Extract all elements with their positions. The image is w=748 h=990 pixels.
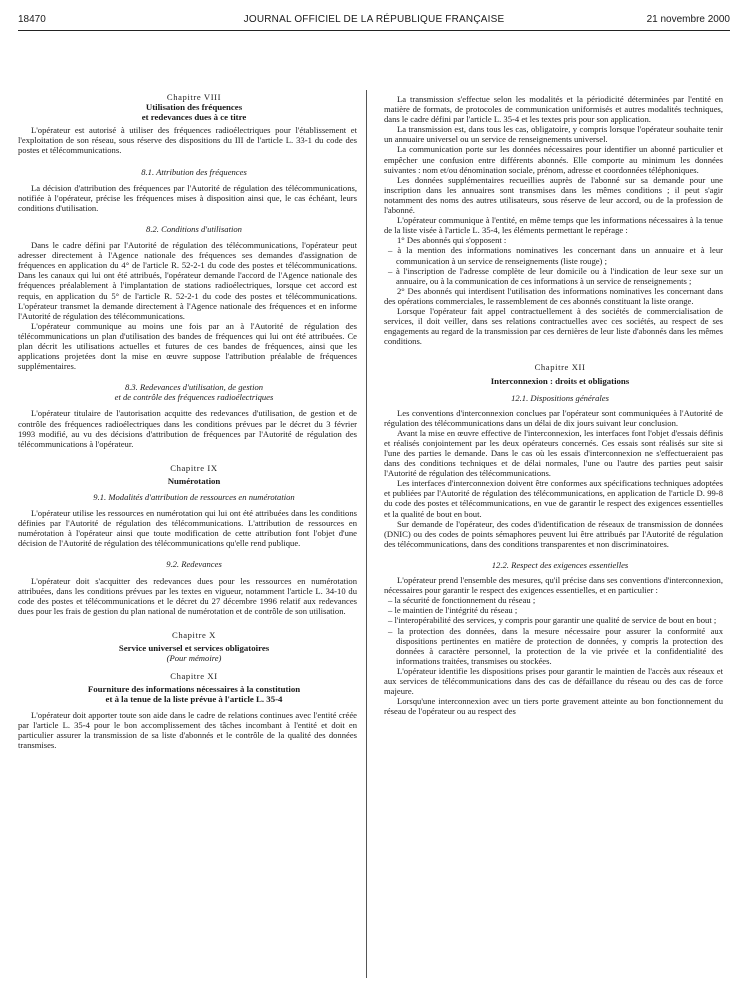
paragraph: La transmission s'effectue selon les modalités et la périodicité déterminées par l'entité en matière de formats, de protocoles de communication uniformisés et autres modalités techniques, dans le cadre défini par l'article L. 35-4 et les textes pris pour son application. (384, 94, 723, 125)
paragraph: Lorsqu'une interconnexion avec un tiers porte gravement atteinte au bon fonctionnement du réseau de l'opérateur ou au respect des (384, 696, 723, 717)
paragraph: Les interfaces d'interconnexion doivent être conformes aux spécifications techniques adoptées et publiées par l'Autorité de régulation des télécommunications, en application de l'article D. 99-8 du code des postes et télécommunications, en vue de garantir le respect des exigences essentielles et la qualité de bout en bout. (384, 478, 723, 519)
section-title: 12.1. Dispositions générales (511, 392, 609, 403)
paragraph: Lorsque l'opérateur fait appel contractuellement à des sociétés de commercialisation de services, il doit veiller, dans ses relations contractuelles avec ces sociétés, au respect de ses engagements au regard de la transmission par ces dernières de leur liste d'abonnés dans les mêmes conditions. (384, 305, 723, 347)
list-item: – le maintien de l'intégrité du réseau ; (388, 605, 518, 616)
section-title: 8.2. Conditions d'utilisation (146, 223, 242, 234)
chapter-title: Service universel et services obligatoires (118, 643, 270, 654)
paragraph: L'opérateur identifie les dispositions prises pour garantir le maintien de l'accès aux réseaux et aux services de télécommunications dans des cas de défaillance du réseau ou des cas de force majeure. (384, 665, 723, 697)
paragraph: 1° Des abonnés qui s'opposent : (397, 235, 507, 246)
section-title: 9.2. Redevances (166, 559, 222, 570)
paragraph: L'opérateur doit s'acquitter des redevances dues pour les ressources en numérotation attribuées, dans les conditions prévues par les textes en vigueur, notamment l'article L. 34-10 du code des postes et télécommunications et le décret du 27 décembre 1996 relatif aux redevances dues pour les frais de gestion du plan national de numérotation et de contrôle de son utilisation. (18, 575, 357, 616)
section-title: 12.2. Respect des exigences essentielles (491, 559, 629, 570)
page-header (18, 14, 730, 28)
chapter-title: Interconnexion : droits et obligations (490, 376, 630, 387)
paragraph: L'opérateur communique à l'entité, en même temps que les informations nécessaires à la tenue de la liste visée à l'article L. 35-4, les éléments permettant le repérage : (384, 215, 723, 236)
list-item: – à la mention des informations nominatives les concernant dans un annuaire et à leur communication à un service de renseignements (liste rouge) ; (388, 245, 723, 266)
paragraph: L'opérateur est autorisé à utiliser des fréquences radioélectriques pour l'établissement et l'exploitation de son réseau, sous réserve des dispositions du III de l'article L. 33-1 du code des postes et télécommunications. (18, 125, 357, 156)
paragraph: 2° Des abonnés qui interdisent l'utilisation des informations nominatives les concernant dans des opérations commerciales, le rassemblement de ces abonnés constituant la liste orange. (384, 285, 723, 306)
paragraph: Avant la mise en œuvre effective de l'interconnexion, les interfaces font l'objet d'essais définis et réalisés conjointement par les deux opérateurs concernés. Ces essais sont réalisés sur site si l'une des parties le demande. Dans le cas où les essais d'interconnexion ne s'effectueraient pas dans des conditions techniques et de délai normales, l'une ou l'autre des parties peut saisir l'Autorité de régulation des télécommunications. (384, 427, 723, 479)
paragraph: L'opérateur doit apporter toute son aide dans le cadre de relations continues avec l'entité créée par l'article L. 35-4 pour le bon accomplissement des tâches incombant à l'entité et doit en particulier assurer la transmission de sa liste d'abonnés et le contrôle de la qualité des données transmises. (18, 709, 357, 750)
section-title: 9.1. Modalités d'attribution de ressources en numérotation (93, 492, 295, 502)
section-title: 8.1. Attribution des fréquences (141, 166, 247, 177)
paragraph: Dans le cadre défini par l'Autorité de régulation des télécommunications, l'opérateur peut adresser directement à l'Agence nationale des fréquences ses demandes d'assignation de fréquences en application du 4° de l'article R. 52-2-1 du code des postes et télécommunications. Dans les canaux qui lui ont été attribués, l'opérateur demande l'accord de l'Agence nationale des fréquences préalablement à l'implantation de stations radioélectriques, lorsque cet accord est requis, en application du 5° de l'article R. 52-2-1 du code des postes et télécommunications. L'opérateur transmet la demande directement à l'Agence nationale des fréquences et en informe l'Autorité de régulation des télécommunications. (18, 240, 357, 321)
chapter-title: et à la tenue de la liste prévue à l'article L. 35-4 (105, 694, 283, 705)
chapter-label: Chapitre X (172, 629, 216, 640)
chapter-title: Utilisation des fréquences (145, 102, 243, 113)
paragraph: Sur demande de l'opérateur, des codes d'identification de réseaux de transmission de données (DNIC) ou des codes de points sémaphores peuvent lui être attribués par l'Autorité de régulation des télécommunications, dans des conditions transparentes et non discriminatoires. (384, 518, 723, 549)
column-divider (366, 90, 367, 978)
paragraph: Les données supplémentaires recueillies auprès de l'abonné sur sa demande pour une inscription dans les annuaires sont transmises dans les mêmes conditions ; il peut s'agir notamment des noms des autres utilisateurs, sous réserve de leur accord, ou de la profession de l'abonné. (384, 174, 723, 216)
chapter-label: Chapitre XI (170, 671, 218, 682)
section-title: et de contrôle des fréquences radioélectriques (114, 392, 274, 403)
chapter-title: Fourniture des informations nécessaires à la constitution (87, 684, 301, 695)
paragraph: L'opérateur prend l'ensemble des mesures, qu'il précise dans ses conventions d'interconnexion, nécessaires pour garantir le respect des exigences essentielles, et en particulier : (384, 575, 723, 596)
paragraph: La transmission est, dans tous les cas, obligatoire, y compris lorsque l'opérateur souhaite tenir un annuaire universel ou un service de renseignements universel. (384, 124, 723, 145)
list-item: – la protection des données, dans la mesure nécessaire pour assurer la conformité aux dispositions pertinentes en matière de protection de données, y compris la protection des données à caractère personnel, la protection de la vie privée et la confidentialité des informations traitées, transmises ou stockées. (388, 625, 723, 666)
chapter-label: Chapitre VIII (166, 92, 222, 102)
chapter-label: Chapitre IX (170, 462, 218, 473)
list-item: – l'interopérabilité des services, y compris pour garantir une qualité de service de bout en bout ; (388, 615, 717, 626)
paragraph: L'opérateur titulaire de l'autorisation acquitte des redevances d'utilisation, de gestion et de contrôle des fréquences radioélectriques dans les conditions prévues par le décret du 3 février 1993 modifié, au vu des décisions d'attribution de fréquences par l'Autorité de régulation des télécommunications à l'opérateur. (18, 408, 357, 449)
paragraph: La décision d'attribution des fréquences par l'Autorité de régulation des télécommunications, notifiée à l'opérateur, précise les fréquences mises à disposition ainsi que, le cas échéant, leurs conditions d'utilisation. (18, 182, 357, 213)
chapter-title: Numérotation (167, 475, 221, 486)
journal-title: JOURNAL OFFICIEL DE LA RÉPUBLIQUE FRANÇAISE (243, 14, 505, 25)
paragraph: L'opérateur utilise les ressources en numérotation qui lui ont été attribuées dans les conditions définies par l'Autorité de régulation des télécommunications. L'attribution de ressources en numérotation à l'opérateur ainsi que toute modification de cette attribution font l'objet d'une décision de l'Autorité de régulation des télécommunications qu'elle rend publique. (18, 508, 357, 549)
paragraph: L'opérateur communique au moins une fois par an à l'Autorité de régulation des télécommunications un plan d'utilisation des bandes de fréquences qui lui ont été attribuées. Ce plan décrit les utilisations actuelles et futures de ces bandes de fréquences, ainsi que les applications projetées dont la mise en œuvre suppose l'attribution préalable de fréquences supplémentaires. (18, 320, 357, 372)
left-column (18, 92, 357, 750)
page-number: 18470 (18, 14, 46, 25)
list-item: – la sécurité de fonctionnement du réseau ; (388, 595, 536, 606)
list-item: – à l'inscription de l'adresse complète de leur domicile ou à l'indication de leur sexe sur un annuaire, ou à la communication de ces informations à un service de renseignements ; (388, 265, 723, 286)
right-column (384, 94, 723, 716)
chapter-label: Chapitre XII (534, 362, 586, 373)
paragraph: Les conventions d'interconnexion conclues par l'opérateur sont communiquées à l'Autorité de régulation des télécommunications dans un délai de dix jours suivant leur conclusion. (384, 407, 723, 428)
paragraph: La communication porte sur les données nécessaires pour identifier un abonné particulier et empêcher une confusion entre différents abonnés. Elle comporte au minimum les données suivantes : nom et/ou dénomination sociale, prénom, adresse et coordonnées téléphoniques. (384, 144, 723, 175)
issue-date: 21 novembre 2000 (646, 14, 730, 25)
chapter-title: et redevances dues à ce titre (141, 112, 247, 123)
chapter-subtitle: (Pour mémoire) (166, 653, 222, 664)
section-title: 8.3. Redevances d'utilisation, de gestion (124, 382, 264, 393)
header-rule (18, 30, 730, 31)
